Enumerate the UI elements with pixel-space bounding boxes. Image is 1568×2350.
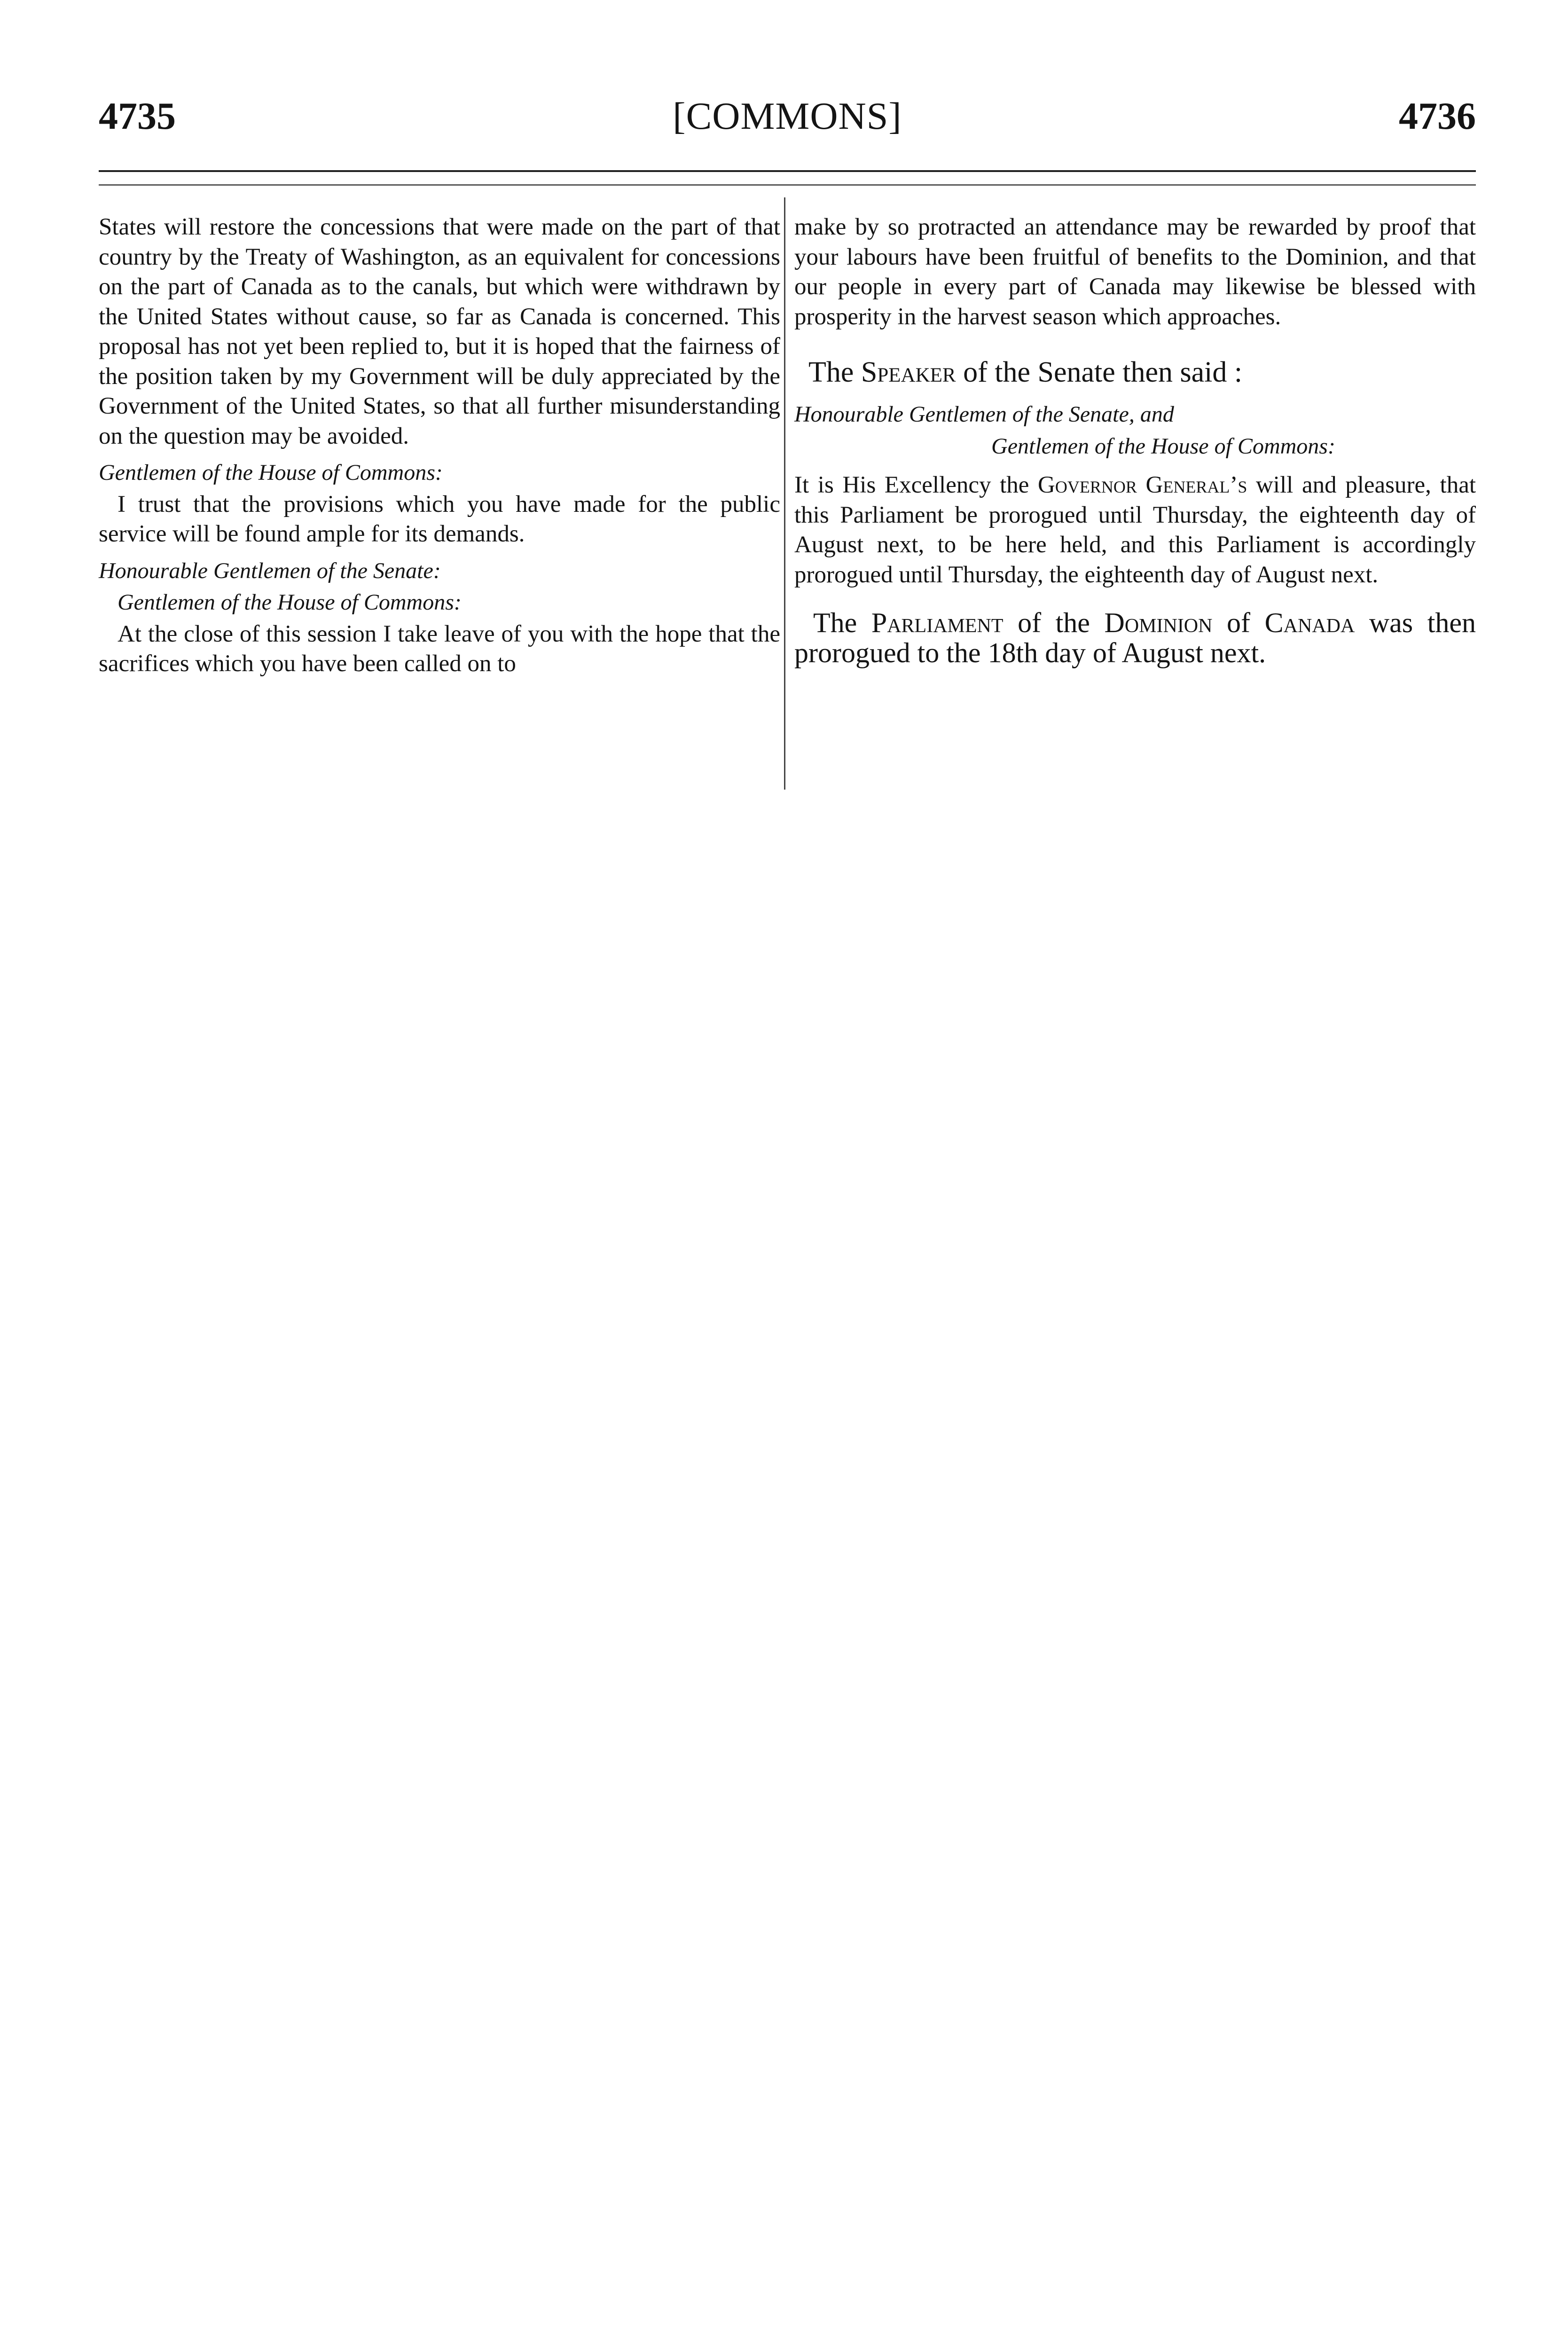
text: of the — [1003, 607, 1105, 638]
paragraph: At the close of this session I take leave of you with the hope that the sacrifices which you have been called on to — [99, 620, 780, 677]
right-page-number: 4736 — [1399, 94, 1476, 137]
address-commons: Gentlemen of the House of Commons: — [99, 460, 443, 485]
text: It is His Excellency the — [794, 472, 1038, 498]
prorogation-notice — [794, 608, 1476, 668]
governor-general: Governor General’s — [1038, 472, 1247, 498]
left-page-number: 4735 — [99, 94, 176, 137]
left-column — [99, 212, 780, 679]
address-commons: Gentlemen of the House of Commons: — [118, 590, 462, 615]
dominion-sc: Dominion — [1104, 607, 1213, 638]
text: will and pleasure, that this Parliament be prorogued until Thursday, the eighteenth day of August next, to be here held, and this Parliament is accordingly prorogued until Thursday, the eighteenth day of August next. — [794, 472, 1476, 588]
address-senate: Honourable Gentlemen of the Senate, and — [794, 402, 1174, 427]
right-column — [794, 212, 1476, 668]
canada-sc: Canada — [1264, 607, 1355, 638]
column-divider — [784, 197, 785, 790]
speaker-line — [808, 353, 1476, 391]
paragraph — [794, 470, 1476, 590]
address-commons: Gentlemen of the House of Commons: — [991, 433, 1335, 459]
parliament-sc: Parliament — [871, 607, 1004, 638]
page-header — [99, 94, 1476, 150]
speaker-title: Speaker — [861, 356, 956, 388]
paragraph: States will restore the concessions that were made on the part of that country by the Treaty of Washington, as an equivalent for concessions on the part of Canada as to the canals, but which were withdrawn by the United States without cause, so far as Canada is concerned. This proposal has not yet been replied to, but it is hoped that the fairness of the position taken by my Government will be duly appreciated by the Government of the United States, so that all further misunderstanding on the question may be avoided. — [99, 214, 780, 449]
header-rule-top — [99, 170, 1476, 172]
text: was then prorogued to the 18th day of August next. — [794, 607, 1476, 668]
paragraph: make by so protracted an attendance may be rewarded by proof that your labours have been fruitful of benefits to the Dominion, and that our people in every part of Canada may likewise be blessed with prosperity in the harvest season which approaches. — [794, 214, 1476, 330]
paragraph: I trust that the provisions which you have made for the public service will be found ample for its demands. — [99, 491, 780, 547]
running-head: [COMMONS] — [673, 94, 902, 137]
text: of — [1212, 607, 1265, 638]
address-senate: Honourable Gentlemen of the Senate: — [99, 558, 441, 583]
text: The — [808, 356, 861, 388]
text: of the Senate then said : — [956, 356, 1243, 388]
text: The — [813, 607, 871, 638]
header-rule-bottom — [99, 184, 1476, 186]
